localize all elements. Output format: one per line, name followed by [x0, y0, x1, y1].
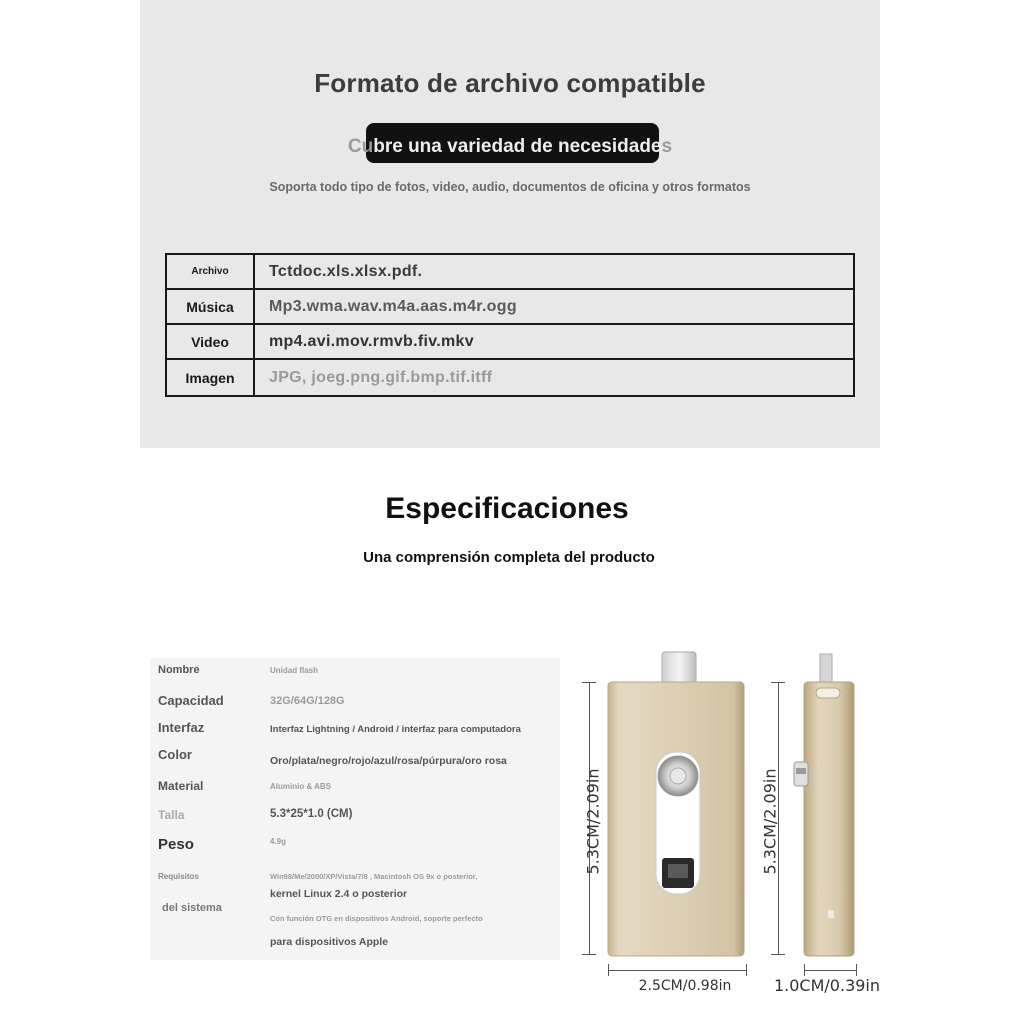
format-value: Tctdoc.xls.xlsx.pdf.: [269, 262, 423, 280]
usb-drive-front-icon: [600, 648, 750, 964]
specs-title: Especificaciones: [385, 492, 629, 525]
side-width-label: 1.0CM/0.39in: [773, 976, 881, 995]
dimension-tick: [582, 954, 596, 955]
spec-table: [150, 658, 560, 960]
format-category: Archivo: [167, 255, 255, 288]
spec-label: Requisitos: [158, 872, 199, 881]
subtitle-row: [140, 135, 880, 165]
front-width-label: 2.5CM/0.98in: [638, 978, 732, 994]
spec-value: 32G/64G/128G: [270, 695, 345, 707]
spec-label: Capacidad: [158, 693, 224, 708]
side-height-label: 5.3CM/2.09in: [760, 768, 780, 875]
spec-value: Aluminio & ABS: [270, 782, 332, 791]
table-row: [167, 360, 853, 395]
spec-label: Color: [158, 747, 192, 762]
format-category: Imagen: [167, 360, 255, 395]
spec-label: Nombre: [158, 664, 200, 676]
format-category: Video: [167, 325, 255, 358]
format-value: JPG, joeg.png.gif.bmp.tif.itff: [269, 368, 493, 386]
dimension-tick: [746, 964, 747, 976]
spec-value: Win98/Me/2000/XP/Vista/7/8 , Macintosh OS 9x o posterior,: [270, 872, 478, 881]
dimension-line: [804, 970, 856, 971]
spec-value: Con función OTG en dispositivos Android, soporte perfecto: [270, 914, 483, 923]
spec-value: Interfaz Lightning / Android / interfaz para computadora: [270, 724, 521, 735]
spec-label: Talla: [158, 808, 185, 822]
table-row: [167, 325, 853, 360]
spec-label: del sistema: [162, 902, 222, 914]
format-value: Mp3.wma.wav.m4a.aas.m4r.ogg: [269, 297, 517, 315]
spec-value: 5.3*25*1.0 (CM): [270, 808, 353, 820]
spec-value: Oro/plata/negro/rojo/azul/rosa/púrpura/oro rosa: [270, 755, 507, 767]
table-row: [167, 255, 853, 290]
front-height-label: 5.3CM/2.09in: [583, 768, 603, 875]
spec-label: Material: [158, 779, 204, 793]
dimension-line: [608, 970, 746, 971]
subtitle: Cubre una variedad de necesidades: [347, 136, 673, 157]
format-category: Música: [167, 290, 255, 323]
spec-label: Interfaz: [158, 720, 205, 735]
table-row: [167, 290, 853, 325]
format-title: Formato de archivo compatible: [314, 68, 706, 98]
specs-subtitle: Una comprensión completa del producto: [363, 549, 655, 566]
spec-value: Unidad flash: [270, 666, 319, 675]
usb-drive-side-icon: [790, 648, 860, 964]
spec-label: Peso: [158, 836, 194, 853]
dimension-tick: [771, 954, 785, 955]
spec-value: kernel Linux 2.4 o posterior: [270, 888, 408, 900]
dimension-tick: [856, 964, 857, 976]
format-panel: [140, 0, 880, 448]
spec-value: 4.9g: [270, 837, 287, 846]
format-description: Soporta todo tipo de fotos, video, audio, documentos de oficina y otros formatos: [269, 180, 751, 194]
format-value: mp4.avi.mov.rmvb.fiv.mkv: [269, 332, 474, 350]
format-table: [165, 253, 855, 397]
spec-value: para dispositivos Apple: [270, 936, 389, 948]
